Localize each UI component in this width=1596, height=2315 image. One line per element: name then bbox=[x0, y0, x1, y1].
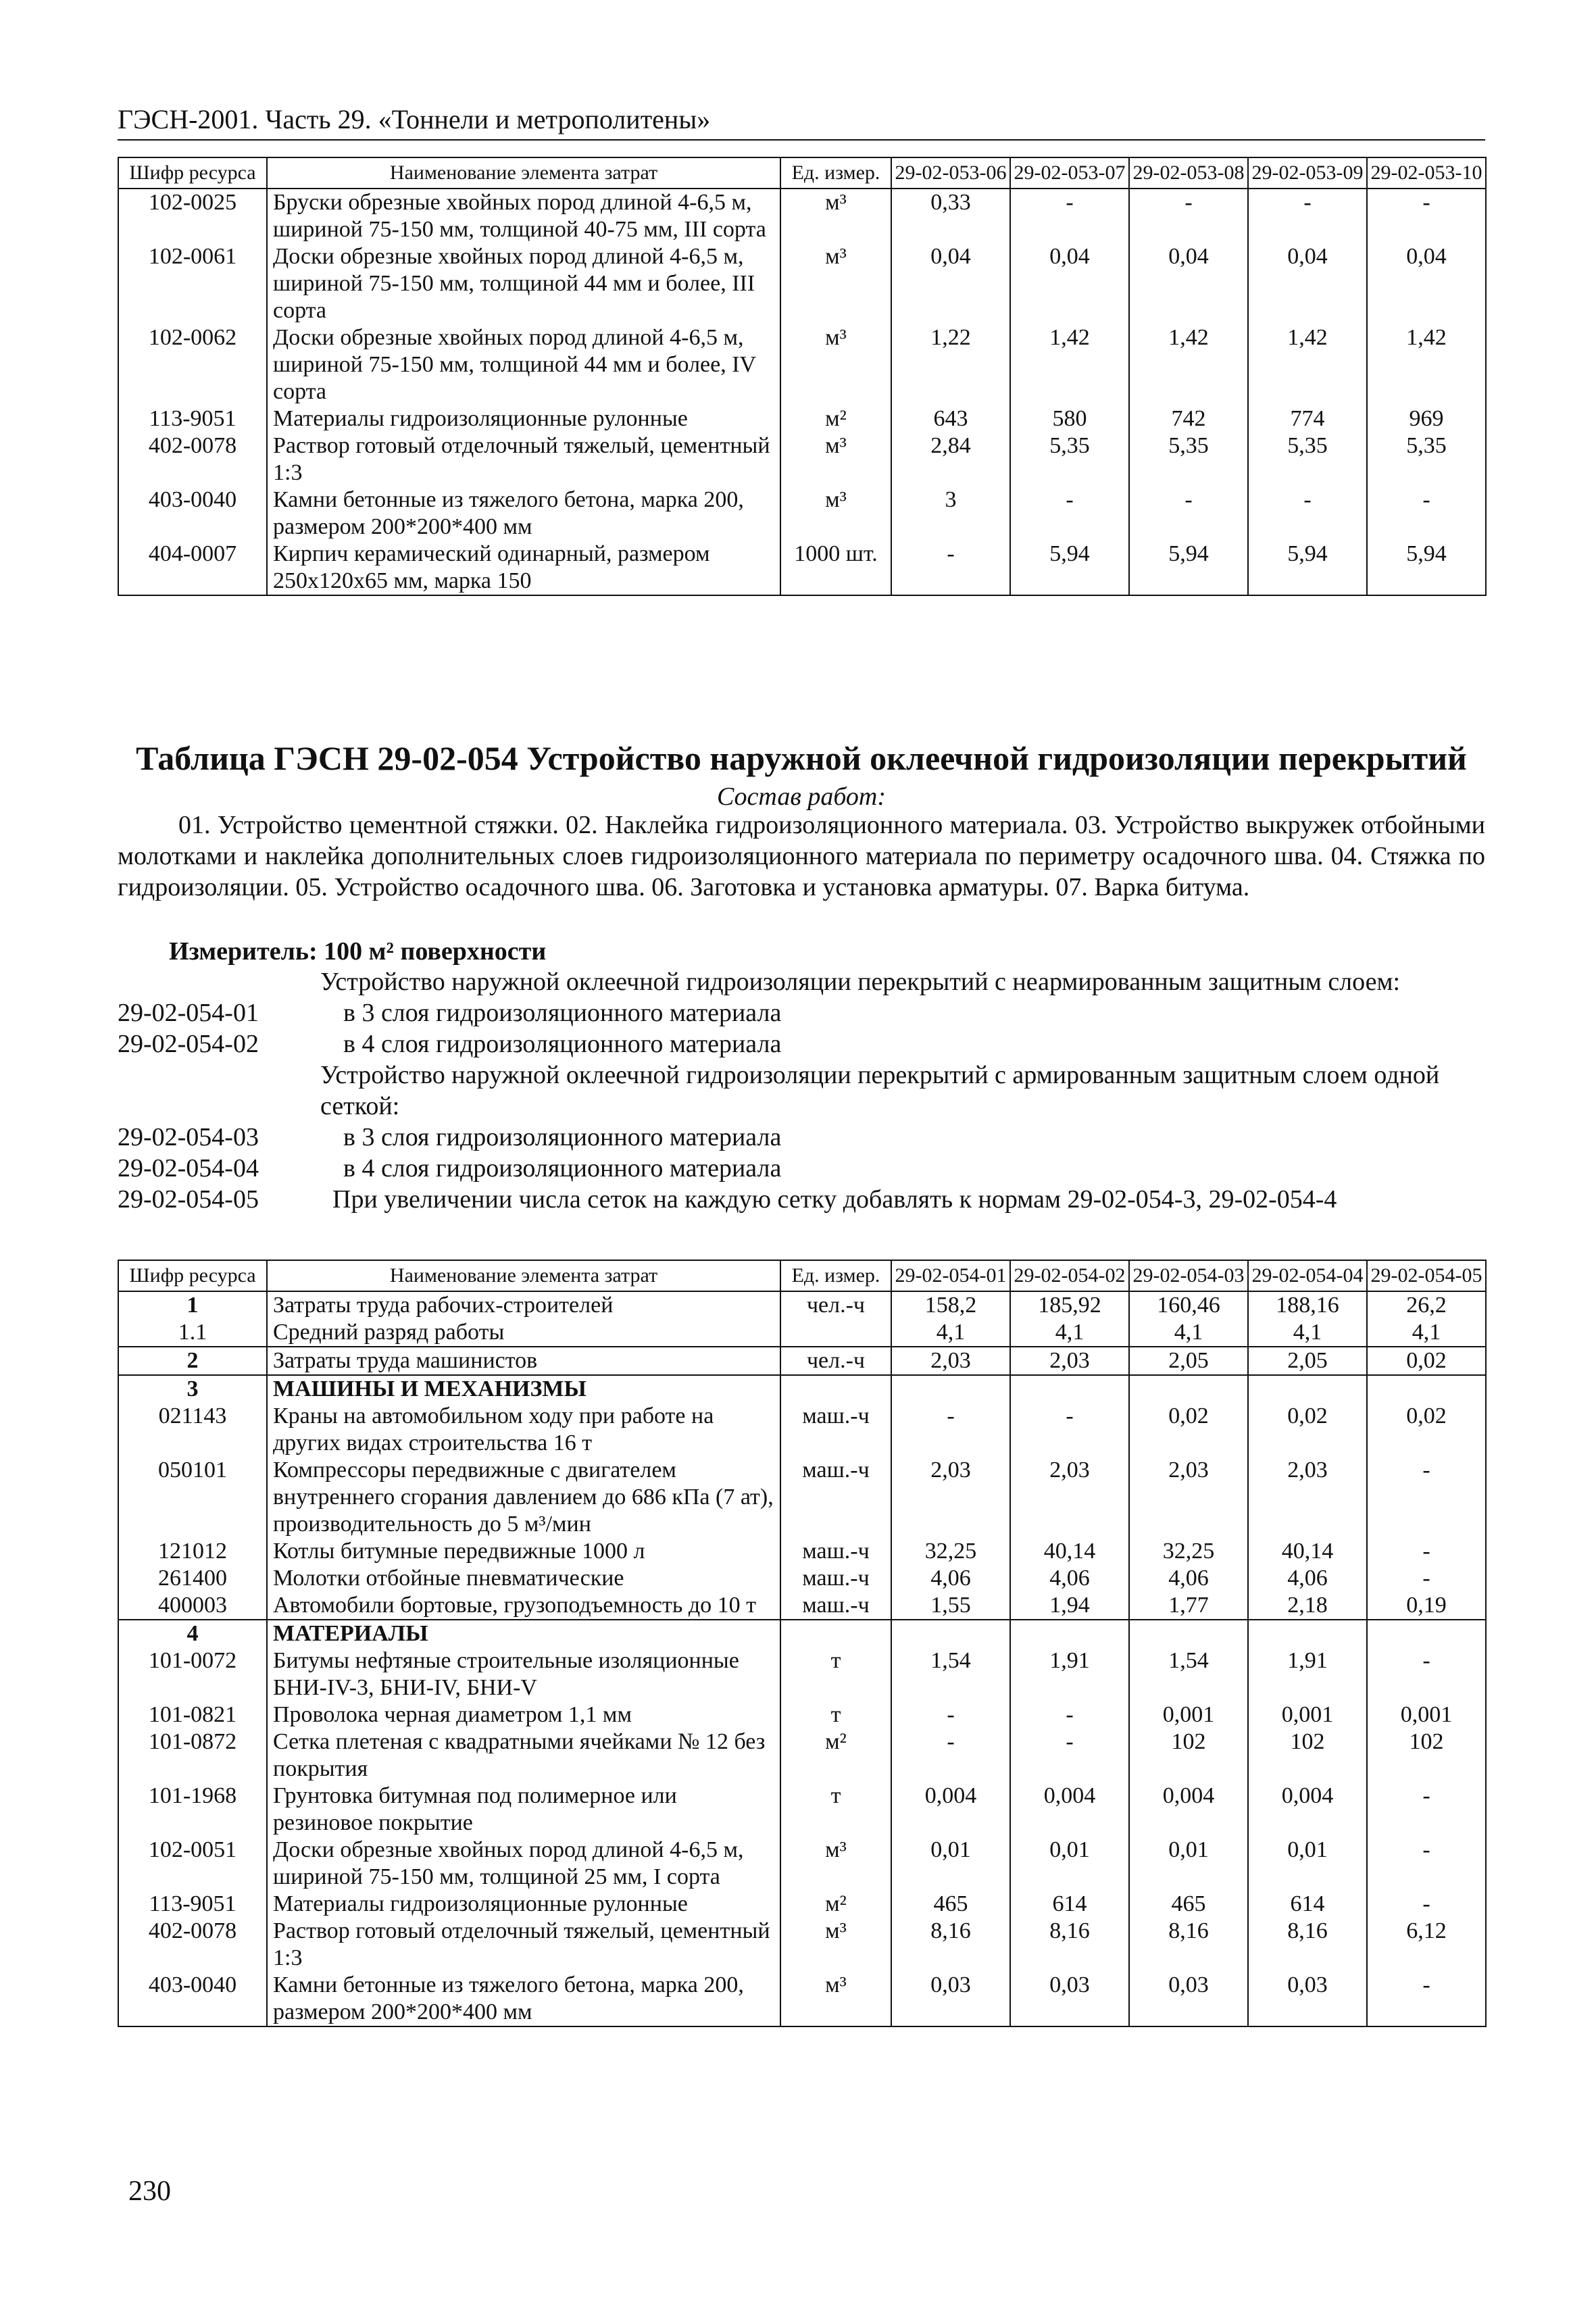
col-norm-header: 29-02-053-09 bbox=[1248, 157, 1367, 189]
unit-cell: м³ bbox=[780, 432, 891, 487]
resource-name-cell: Молотки отбойные пневматические bbox=[267, 1565, 780, 1592]
value-cell: 4,1 bbox=[891, 1319, 1010, 1347]
unit-cell: м² bbox=[780, 1891, 891, 1918]
resource-code-cell: 402-0078 bbox=[118, 1918, 267, 1972]
resource-name-cell: Автомобили бортовые, грузоподъемность до 10 т bbox=[267, 1592, 780, 1620]
resource-name-cell: Бруски обрезные хвойных пород длиной 4-6,5 м, шириной 75-150 мм, толщиной 40-75 мм, III сорта bbox=[267, 189, 780, 243]
resource-code-cell: 101-1968 bbox=[118, 1783, 267, 1837]
table-row bbox=[118, 1837, 1486, 1891]
table-row bbox=[118, 324, 1486, 405]
value-cell: 2,05 bbox=[1129, 1347, 1248, 1375]
col-norm-header: 29-02-053-06 bbox=[891, 157, 1010, 189]
unit-cell: маш.-ч bbox=[780, 1592, 891, 1620]
resource-code-cell: 402-0078 bbox=[118, 432, 267, 487]
value-cell: - bbox=[1367, 1457, 1486, 1538]
resource-name-cell: Камни бетонные из тяжелого бетона, марка 200, размером 200*200*400 мм bbox=[267, 487, 780, 541]
value-cell: 0,01 bbox=[1010, 1837, 1129, 1891]
value-cell: - bbox=[891, 1701, 1010, 1728]
table-row bbox=[118, 432, 1486, 487]
value-cell: 4,06 bbox=[1010, 1565, 1129, 1592]
value-cell: 0,03 bbox=[891, 1972, 1010, 2026]
value-cell: 1,91 bbox=[1248, 1647, 1367, 1701]
table-row bbox=[118, 1319, 1486, 1347]
table-title: Таблица ГЭСН 29-02-054 Устройство наружной оклеечной гидроизоляции перекрытий bbox=[136, 739, 1467, 777]
resource-code-cell: 404-0007 bbox=[118, 541, 267, 595]
value-cell: 102 bbox=[1129, 1728, 1248, 1783]
value-cell: 2,03 bbox=[1010, 1457, 1129, 1538]
value-cell: 0,004 bbox=[1248, 1783, 1367, 1837]
unit-of-measure: Измеритель: 100 м² поверхности bbox=[169, 937, 547, 966]
unit-cell: м² bbox=[780, 1728, 891, 1783]
value-cell: - bbox=[1367, 1891, 1486, 1918]
resource-table-053 bbox=[118, 157, 1487, 596]
value-cell: 5,35 bbox=[1248, 432, 1367, 487]
col-norm-header: 29-02-054-04 bbox=[1248, 1260, 1367, 1291]
value-cell: 40,14 bbox=[1010, 1538, 1129, 1565]
resource-code-cell: 403-0040 bbox=[118, 1972, 267, 2026]
resource-code-cell: 102-0025 bbox=[118, 189, 267, 243]
value-cell: 8,16 bbox=[1010, 1918, 1129, 1972]
value-cell: 0,02 bbox=[1129, 1403, 1248, 1457]
norm-desc: в 3 слоя гидроизоляционного материала bbox=[343, 1123, 782, 1151]
value-cell: 0,04 bbox=[1129, 243, 1248, 324]
unit-cell bbox=[780, 1319, 891, 1347]
table-row bbox=[118, 1592, 1486, 1620]
value-cell: 2,03 bbox=[891, 1457, 1010, 1538]
value-cell: 3 bbox=[891, 487, 1010, 541]
col-unit-header: Ед. измер. bbox=[780, 1260, 891, 1291]
value-cell: 5,94 bbox=[1129, 541, 1248, 595]
value-cell bbox=[1248, 1620, 1367, 1647]
value-cell: - bbox=[1367, 1538, 1486, 1565]
value-cell: 0,04 bbox=[1010, 243, 1129, 324]
norm-code-item bbox=[118, 1184, 1485, 1215]
table-row bbox=[118, 1347, 1486, 1375]
norm-code: 29-02-054-05 bbox=[118, 1185, 259, 1214]
resource-name-cell: Котлы битумные передвижные 1000 л bbox=[267, 1538, 780, 1565]
table-row bbox=[118, 1972, 1486, 2026]
value-cell: 160,46 bbox=[1129, 1291, 1248, 1319]
table-row bbox=[118, 1647, 1486, 1701]
unit-cell: м³ bbox=[780, 324, 891, 405]
value-cell: 1,54 bbox=[1129, 1647, 1248, 1701]
resource-name-cell: Материалы гидроизоляционные рулонные bbox=[267, 1891, 780, 1918]
value-cell: 465 bbox=[891, 1891, 1010, 1918]
value-cell: 5,94 bbox=[1010, 541, 1129, 595]
value-cell: 188,16 bbox=[1248, 1291, 1367, 1319]
col-name-header: Наименование элемента затрат bbox=[267, 157, 780, 189]
value-cell: 614 bbox=[1248, 1891, 1367, 1918]
value-cell: 0,01 bbox=[1248, 1837, 1367, 1891]
value-cell: 0,01 bbox=[1129, 1837, 1248, 1891]
value-cell: - bbox=[891, 541, 1010, 595]
norm-desc: При увеличении числа сеток на каждую сетку добавлять к нормам 29-02-054-3, 29-02-054-4 bbox=[332, 1185, 1337, 1214]
unit-cell: т bbox=[780, 1783, 891, 1837]
value-cell: - bbox=[1129, 487, 1248, 541]
value-cell: 969 bbox=[1367, 405, 1486, 432]
value-cell: 5,35 bbox=[1367, 432, 1486, 487]
resource-name-cell: Сетка плетеная с квадратными ячейками № 12 без покрытия bbox=[267, 1728, 780, 1783]
col-name-header: Наименование элемента затрат bbox=[267, 1260, 780, 1291]
value-cell bbox=[891, 1375, 1010, 1403]
unit-cell: 1000 шт. bbox=[780, 541, 891, 595]
resource-name-cell: Компрессоры передвижные с двигателем внутреннего сгорания давлением до 686 кПа (7 ат), производительность до 5 м³/мин bbox=[267, 1457, 780, 1538]
value-cell: 0,001 bbox=[1367, 1701, 1486, 1728]
resource-code-cell: 1.1 bbox=[118, 1319, 267, 1347]
unit-cell: т bbox=[780, 1701, 891, 1728]
value-cell: - bbox=[1010, 1701, 1129, 1728]
value-cell: 0,33 bbox=[891, 189, 1010, 243]
value-cell: 6,12 bbox=[1367, 1918, 1486, 1972]
norm-code-item bbox=[118, 997, 1485, 1028]
value-cell: 0,03 bbox=[1129, 1972, 1248, 2026]
value-cell: 0,01 bbox=[891, 1837, 1010, 1891]
resource-code-cell: 403-0040 bbox=[118, 487, 267, 541]
resource-code-cell: 102-0051 bbox=[118, 1837, 267, 1891]
resource-name-cell: Краны на автомобильном ходу при работе на других видах строительства 16 т bbox=[267, 1403, 780, 1457]
value-cell: 0,004 bbox=[891, 1783, 1010, 1837]
value-cell: - bbox=[1367, 1647, 1486, 1701]
norm-code: 29-02-054-04 bbox=[118, 1154, 259, 1183]
resource-name-cell: Доски обрезные хвойных пород длиной 4-6,5 м, шириной 75-150 мм, толщиной 25 мм, I сорта bbox=[267, 1837, 780, 1891]
unit-cell: м³ bbox=[780, 1972, 891, 2026]
resource-code-cell: 102-0061 bbox=[118, 243, 267, 324]
norm-desc: в 4 слоя гидроизоляционного материала bbox=[343, 1154, 782, 1183]
value-cell: - bbox=[1367, 1565, 1486, 1592]
resource-name-cell: Битумы нефтяные строительные изоляционные БНИ-IV-3, БНИ-IV, БНИ-V bbox=[267, 1647, 780, 1701]
value-cell: 0,02 bbox=[1367, 1347, 1486, 1375]
resource-name-cell: Материалы гидроизоляционные рулонные bbox=[267, 405, 780, 432]
resource-name-cell: Затраты труда рабочих-строителей bbox=[267, 1291, 780, 1319]
table-row bbox=[118, 243, 1486, 324]
value-cell: 1,54 bbox=[891, 1647, 1010, 1701]
value-cell: 1,42 bbox=[1367, 324, 1486, 405]
value-cell bbox=[1248, 1375, 1367, 1403]
value-cell: 1,42 bbox=[1129, 324, 1248, 405]
resource-code-cell: 4 bbox=[118, 1620, 267, 1647]
col-norm-header: 29-02-054-02 bbox=[1010, 1260, 1129, 1291]
table-row bbox=[118, 1538, 1486, 1565]
value-cell: 40,14 bbox=[1248, 1538, 1367, 1565]
unit-cell: чел.-ч bbox=[780, 1291, 891, 1319]
value-cell: 8,16 bbox=[1248, 1918, 1367, 1972]
page-number: 230 bbox=[128, 2176, 171, 2207]
value-cell: 465 bbox=[1129, 1891, 1248, 1918]
resource-name-cell: Средний разряд работы bbox=[267, 1319, 780, 1347]
unit-cell: маш.-ч bbox=[780, 1403, 891, 1457]
value-cell: - bbox=[1248, 189, 1367, 243]
value-cell: - bbox=[1010, 1728, 1129, 1783]
norm-code-item bbox=[118, 1153, 1485, 1184]
table-row bbox=[118, 189, 1486, 243]
value-cell: 0,001 bbox=[1129, 1701, 1248, 1728]
value-cell: 4,06 bbox=[1129, 1565, 1248, 1592]
value-cell: 742 bbox=[1129, 405, 1248, 432]
value-cell: - bbox=[1367, 1837, 1486, 1891]
resource-name-cell: Затраты труда машинистов bbox=[267, 1347, 780, 1375]
resource-name-cell: Раствор готовый отделочный тяжелый, цементный 1:3 bbox=[267, 1918, 780, 1972]
resource-name-cell: Проволока черная диаметром 1,1 мм bbox=[267, 1701, 780, 1728]
value-cell: 32,25 bbox=[1129, 1538, 1248, 1565]
value-cell: 8,16 bbox=[891, 1918, 1010, 1972]
value-cell: 0,04 bbox=[1248, 243, 1367, 324]
value-cell: 4,1 bbox=[1010, 1319, 1129, 1347]
value-cell: 4,1 bbox=[1248, 1319, 1367, 1347]
value-cell: 2,05 bbox=[1248, 1347, 1367, 1375]
col-code-header: Шифр ресурса bbox=[118, 157, 267, 189]
table-row bbox=[118, 541, 1486, 595]
norm-desc: в 4 слоя гидроизоляционного материала bbox=[343, 1030, 782, 1058]
resource-name-cell: Грунтовка битумная под полимерное или резиновое покрытие bbox=[267, 1783, 780, 1837]
value-cell: 4,1 bbox=[1367, 1319, 1486, 1347]
works-description: 01. Устройство цементной стяжки. 02. Наклейка гидроизоляционного материала. 03. Устройство выкружек отбойными молотками и наклейка дополнительных слоев гидроизоляционного материала по периметру осадочного шва. 04. Стяжка по гидроизоляции. 05. Устройство осадочного шва. 06. Заготовка и установка арматуры. 07. Варка битума. bbox=[118, 811, 1485, 901]
value-cell bbox=[891, 1620, 1010, 1647]
value-cell: - bbox=[1367, 189, 1486, 243]
norm-code: 29-02-054-01 bbox=[118, 999, 259, 1027]
value-cell bbox=[1367, 1375, 1486, 1403]
value-cell: 0,02 bbox=[1367, 1403, 1486, 1457]
value-cell: 0,02 bbox=[1248, 1403, 1367, 1457]
value-cell bbox=[1010, 1375, 1129, 1403]
value-cell: 102 bbox=[1248, 1728, 1367, 1783]
resource-name-cell: Доски обрезные хвойных пород длиной 4-6,5 м, шириной 75-150 мм, толщиной 44 мм и более, IV сорта bbox=[267, 324, 780, 405]
resource-code-cell: 101-0821 bbox=[118, 1701, 267, 1728]
value-cell: 0,04 bbox=[1367, 243, 1486, 324]
value-cell: 1,42 bbox=[1248, 324, 1367, 405]
resource-name-cell: Кирпич керамический одинарный, размером 250x120x65 мм, марка 150 bbox=[267, 541, 780, 595]
resource-code-cell: 021143 bbox=[118, 1403, 267, 1457]
norm-code-item bbox=[118, 1122, 1485, 1153]
value-cell: 0,03 bbox=[1010, 1972, 1129, 2026]
resource-code-cell: 400003 bbox=[118, 1592, 267, 1620]
unit-cell: м³ bbox=[780, 1918, 891, 1972]
value-cell: - bbox=[1367, 487, 1486, 541]
value-cell: - bbox=[1010, 189, 1129, 243]
value-cell: 1,77 bbox=[1129, 1592, 1248, 1620]
value-cell: 26,2 bbox=[1367, 1291, 1486, 1319]
resource-code-cell: 121012 bbox=[118, 1538, 267, 1565]
group-heading: Устройство наружной оклеечной гидроизоляции перекрытий с неармированным защитным слоем: bbox=[320, 968, 1401, 996]
unit-cell bbox=[780, 1375, 891, 1403]
value-cell: 0,001 bbox=[1248, 1701, 1367, 1728]
unit-cell bbox=[780, 1620, 891, 1647]
unit-cell: чел.-ч bbox=[780, 1347, 891, 1375]
resource-code-cell: 102-0062 bbox=[118, 324, 267, 405]
col-norm-header: 29-02-054-03 bbox=[1129, 1260, 1248, 1291]
resource-code-cell: 101-0872 bbox=[118, 1728, 267, 1783]
value-cell: 5,94 bbox=[1248, 541, 1367, 595]
value-cell bbox=[1129, 1620, 1248, 1647]
value-cell bbox=[1010, 1620, 1129, 1647]
table-row bbox=[118, 1291, 1486, 1319]
value-cell: 158,2 bbox=[891, 1291, 1010, 1319]
norm-desc: в 3 слоя гидроизоляционного материала bbox=[343, 999, 782, 1027]
value-cell: 614 bbox=[1010, 1891, 1129, 1918]
value-cell: 1,91 bbox=[1010, 1647, 1129, 1701]
value-cell: - bbox=[1367, 1783, 1486, 1837]
value-cell: 0,004 bbox=[1010, 1783, 1129, 1837]
value-cell: 0,004 bbox=[1129, 1783, 1248, 1837]
resource-code-cell: 261400 bbox=[118, 1565, 267, 1592]
col-norm-header: 29-02-054-01 bbox=[891, 1260, 1010, 1291]
table-row bbox=[118, 1701, 1486, 1728]
value-cell: 2,03 bbox=[1129, 1457, 1248, 1538]
value-cell: - bbox=[1129, 189, 1248, 243]
value-cell: - bbox=[1367, 1972, 1486, 2026]
resource-table-054 bbox=[118, 1260, 1487, 2027]
table-row bbox=[118, 1918, 1486, 1972]
norm-codes-list bbox=[118, 966, 1485, 1215]
value-cell: - bbox=[891, 1728, 1010, 1783]
value-cell: 4,06 bbox=[891, 1565, 1010, 1592]
unit-cell: маш.-ч bbox=[780, 1565, 891, 1592]
value-cell: 185,92 bbox=[1010, 1291, 1129, 1319]
table-row bbox=[118, 487, 1486, 541]
norm-code: 29-02-054-02 bbox=[118, 1030, 259, 1058]
table-row bbox=[118, 1565, 1486, 1592]
running-header: ГЭСН-2001. Часть 29. «Тоннели и метрополитены» bbox=[118, 101, 1485, 141]
norm-code-item bbox=[118, 1028, 1485, 1060]
value-cell: 0,19 bbox=[1367, 1592, 1486, 1620]
value-cell: 580 bbox=[1010, 405, 1129, 432]
resource-name-cell: Раствор готовый отделочный тяжелый, цементный 1:3 bbox=[267, 432, 780, 487]
value-cell: - bbox=[1248, 487, 1367, 541]
table-row bbox=[118, 1891, 1486, 1918]
col-code-header: Шифр ресурса bbox=[118, 1260, 267, 1291]
group-heading: Устройство наружной оклеечной гидроизоляции перекрытий с армированным защитным слоем одной сеткой: bbox=[320, 1061, 1440, 1120]
value-cell bbox=[1367, 1620, 1486, 1647]
norm-code: 29-02-054-03 bbox=[118, 1123, 259, 1151]
value-cell: 2,84 bbox=[891, 432, 1010, 487]
unit-cell: м² bbox=[780, 405, 891, 432]
value-cell: - bbox=[1010, 1403, 1129, 1457]
value-cell: 1,42 bbox=[1010, 324, 1129, 405]
value-cell: 2,18 bbox=[1248, 1592, 1367, 1620]
value-cell: 0,03 bbox=[1248, 1972, 1367, 2026]
value-cell: 0,04 bbox=[891, 243, 1010, 324]
section-row bbox=[118, 1375, 1486, 1403]
value-cell: 1,94 bbox=[1010, 1592, 1129, 1620]
resource-name-cell: МАТЕРИАЛЫ bbox=[267, 1620, 780, 1647]
table-row bbox=[118, 1403, 1486, 1457]
unit-cell: т bbox=[780, 1647, 891, 1701]
value-cell: 102 bbox=[1367, 1728, 1486, 1783]
value-cell: 32,25 bbox=[891, 1538, 1010, 1565]
works-subtitle: Состав работ: bbox=[716, 782, 887, 811]
value-cell: 2,03 bbox=[891, 1347, 1010, 1375]
value-cell: 2,03 bbox=[1010, 1347, 1129, 1375]
resource-code-cell: 1 bbox=[118, 1291, 267, 1319]
unit-cell: м³ bbox=[780, 487, 891, 541]
section-row bbox=[118, 1620, 1486, 1647]
value-cell: 2,03 bbox=[1248, 1457, 1367, 1538]
value-cell: 5,94 bbox=[1367, 541, 1486, 595]
col-norm-header: 29-02-053-08 bbox=[1129, 157, 1248, 189]
resource-code-cell: 113-9051 bbox=[118, 1891, 267, 1918]
resource-name-cell: МАШИНЫ И МЕХАНИЗМЫ bbox=[267, 1375, 780, 1403]
col-norm-header: 29-02-053-07 bbox=[1010, 157, 1129, 189]
value-cell: 774 bbox=[1248, 405, 1367, 432]
value-cell: 5,35 bbox=[1010, 432, 1129, 487]
unit-cell: м³ bbox=[780, 1837, 891, 1891]
value-cell: 1,55 bbox=[891, 1592, 1010, 1620]
unit-cell: маш.-ч bbox=[780, 1538, 891, 1565]
value-cell: - bbox=[1010, 487, 1129, 541]
table-row bbox=[118, 1783, 1486, 1837]
table-row bbox=[118, 405, 1486, 432]
resource-code-cell: 101-0072 bbox=[118, 1647, 267, 1701]
resource-name-cell: Камни бетонные из тяжелого бетона, марка 200, размером 200*200*400 мм bbox=[267, 1972, 780, 2026]
col-unit-header: Ед. измер. bbox=[780, 157, 891, 189]
col-norm-header: 29-02-054-05 bbox=[1367, 1260, 1486, 1291]
resource-code-cell: 113-9051 bbox=[118, 405, 267, 432]
unit-cell: маш.-ч bbox=[780, 1457, 891, 1538]
table-row bbox=[118, 1457, 1486, 1538]
resource-name-cell: Доски обрезные хвойных пород длиной 4-6,5 м, шириной 75-150 мм, толщиной 44 мм и более, III сорта bbox=[267, 243, 780, 324]
unit-cell: м³ bbox=[780, 243, 891, 324]
value-cell: 8,16 bbox=[1129, 1918, 1248, 1972]
value-cell: 4,1 bbox=[1129, 1319, 1248, 1347]
value-cell: 643 bbox=[891, 405, 1010, 432]
value-cell: 5,35 bbox=[1129, 432, 1248, 487]
col-norm-header: 29-02-053-10 bbox=[1367, 157, 1486, 189]
table-row bbox=[118, 1728, 1486, 1783]
value-cell: 1,22 bbox=[891, 324, 1010, 405]
resource-code-cell: 3 bbox=[118, 1375, 267, 1403]
value-cell bbox=[1129, 1375, 1248, 1403]
resource-code-cell: 2 bbox=[118, 1347, 267, 1375]
value-cell: 4,06 bbox=[1248, 1565, 1367, 1592]
unit-cell: м³ bbox=[780, 189, 891, 243]
resource-code-cell: 050101 bbox=[118, 1457, 267, 1538]
value-cell: - bbox=[891, 1403, 1010, 1457]
